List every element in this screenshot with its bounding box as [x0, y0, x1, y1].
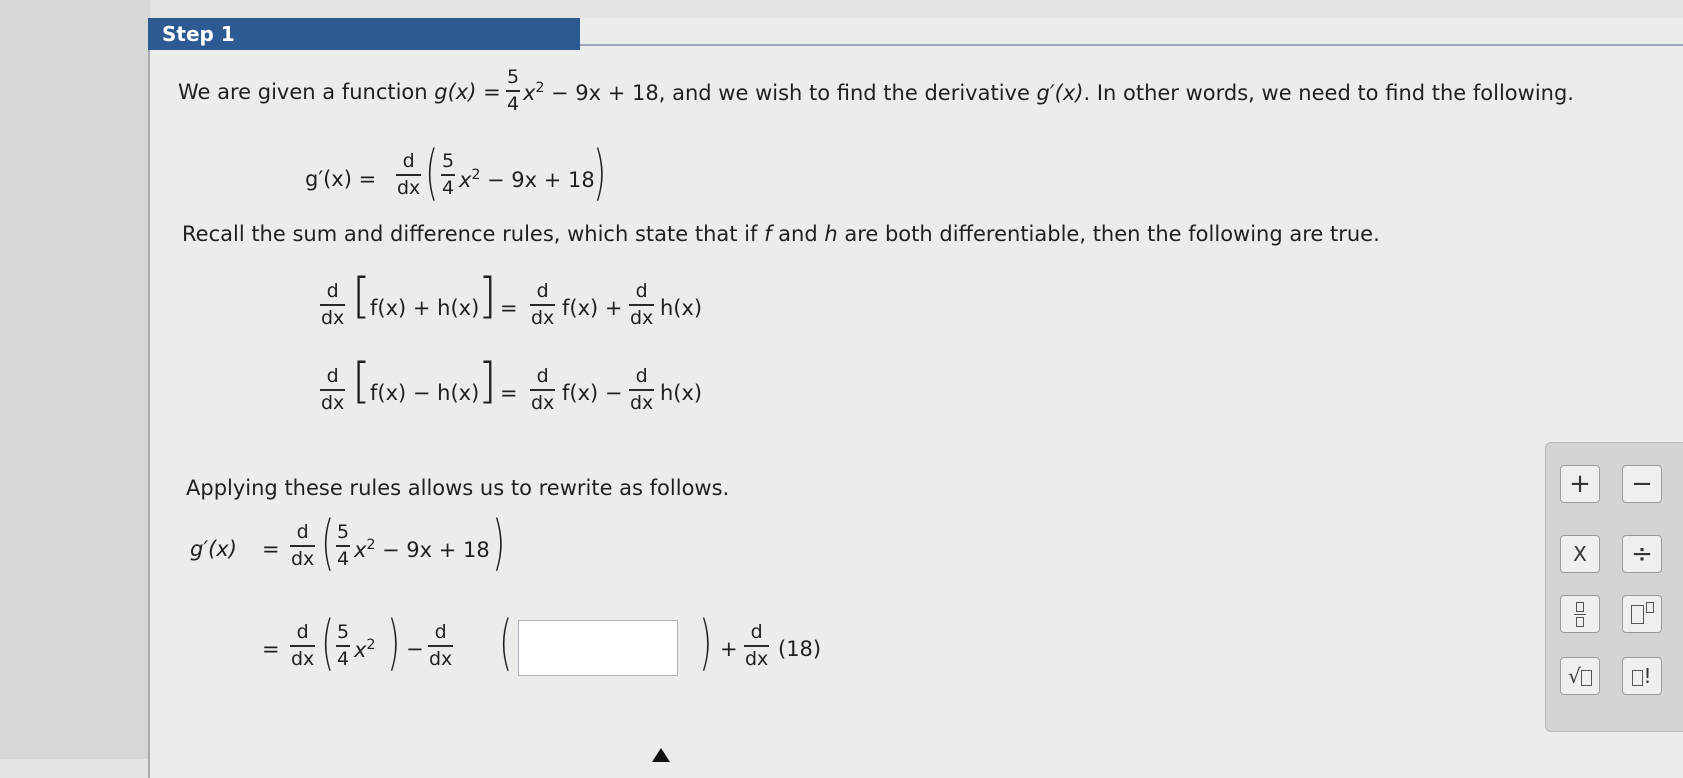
sqrt-icon: √	[1568, 664, 1581, 688]
diff-rule-operator-f: d dx	[531, 365, 555, 414]
fraction-button[interactable]	[1560, 595, 1600, 633]
sum-rule-h: h(x)	[660, 296, 703, 320]
mouse-cursor-icon	[652, 748, 670, 762]
eq2-fraction: 5 4	[337, 521, 350, 570]
eq1-open-paren: (	[425, 138, 439, 208]
diff-rule-operator: d dx	[321, 365, 345, 414]
eq1-lhs: g′(x) =	[305, 167, 377, 191]
eq3-plus: +	[720, 637, 738, 661]
applying-sentence: Applying these rules allows us to rewrite as follows.	[186, 476, 730, 500]
eq2-derivative-operator: d dx	[291, 521, 315, 570]
sum-rule-f: f(x) +	[562, 296, 623, 320]
eq3-constant: (18)	[778, 637, 822, 661]
recall-sentence: Recall the sum and difference rules, which state that if f and h are both differentiable, then the following are true.	[182, 222, 1380, 246]
eq3-minus: −	[406, 637, 424, 661]
eq3-derivative-operator-3: d dx	[745, 621, 769, 670]
eq2-equals: =	[262, 537, 280, 561]
eq2-close-paren: )	[492, 508, 506, 578]
plus-button[interactable]: +	[1560, 465, 1600, 503]
diff-rule-operator-h: d dx	[630, 365, 654, 414]
eq1-fraction: 5 4	[442, 150, 455, 199]
exponent-button[interactable]	[1622, 595, 1662, 633]
sum-rule-close-bracket: ]	[478, 268, 497, 324]
eq2-open-paren: (	[321, 508, 335, 578]
sum-rule-equals: =	[500, 296, 518, 320]
math-keypad	[1545, 442, 1683, 732]
card-header-rule	[578, 44, 1683, 46]
step-header: Step 1	[148, 18, 580, 50]
eq2-polynomial: $x^2 - 9x + 18$	[354, 537, 490, 562]
diff-rule-h: h(x)	[660, 381, 703, 405]
eq3-open-paren-2: (	[499, 608, 513, 678]
divide-button[interactable]: ÷	[1622, 535, 1662, 573]
eq3-derivative-operator-2: d dx	[429, 621, 453, 670]
factorial-placeholder-icon	[1632, 670, 1643, 686]
answer-input[interactable]	[518, 620, 678, 676]
eq1-derivative-operator: d dx	[397, 150, 421, 199]
sum-rule-operator-h: d dx	[630, 280, 654, 329]
diff-rule-close-bracket: ]	[478, 353, 497, 409]
eq3-equals: =	[262, 637, 280, 661]
eq2-lhs: g′(x)	[190, 537, 237, 561]
diff-rule-inner: f(x) − h(x)	[370, 381, 480, 405]
fraction-icon	[1574, 602, 1586, 628]
eq3-close-paren-2: )	[699, 608, 713, 678]
eq3-close-paren-1: )	[387, 608, 401, 678]
sum-rule-operator-f: d dx	[531, 280, 555, 329]
eq3-open-paren-1: (	[321, 608, 335, 678]
diff-rule-equals: =	[500, 381, 518, 405]
sqrt-button[interactable]	[1560, 657, 1600, 695]
eq1-close-paren: )	[593, 138, 607, 208]
times-button[interactable]: X	[1560, 535, 1600, 573]
eq3-derivative-operator-1: d dx	[291, 621, 315, 670]
sum-rule-inner: f(x) + h(x)	[370, 296, 480, 320]
sum-rule-open-bracket: [	[352, 268, 371, 324]
exponent-icon	[1631, 599, 1654, 629]
diff-rule-f: f(x) −	[562, 381, 623, 405]
intro-fraction: 5 4	[507, 66, 520, 115]
eq1-polynomial: $x^2 - 9x + 18$	[459, 167, 595, 192]
intro-sentence: We are given a function g(x) =	[178, 80, 501, 104]
sum-rule-operator: d dx	[321, 280, 345, 329]
minus-button[interactable]: −	[1622, 465, 1662, 503]
intro-sentence-rest: $x^2 - 9x + 18$, and we wish to find the derivative g′(x). In other words, we need to find the following.	[523, 80, 1574, 105]
eq3-fraction: 5 4	[337, 621, 350, 670]
eq3-x-squared: $x^2$	[354, 637, 376, 662]
diff-rule-open-bracket: [	[352, 353, 371, 409]
factorial-button[interactable]: !	[1622, 657, 1662, 695]
background-left-edge	[0, 0, 150, 759]
